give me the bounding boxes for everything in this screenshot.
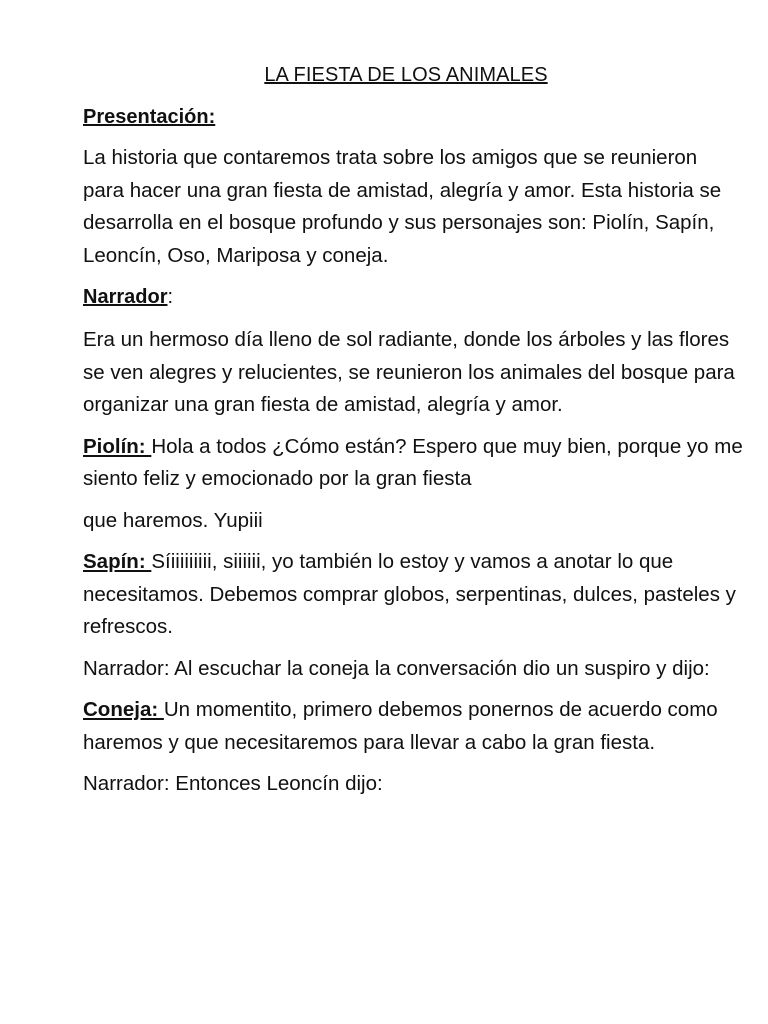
narrator-intro-paragraph: Era un hermoso día lleno de sol radiante, donde los árboles y las flores se ven alegres y relucientes, se reunieron los animales del bosque para organizar una gran fiesta de amistad, alegría y amor.	[83, 328, 735, 416]
coneja-line	[83, 694, 743, 759]
piolin-continuation: que haremos. Yupiii	[83, 508, 263, 532]
presentation-label: Presentación:	[83, 106, 216, 128]
narrator-label: Narrador	[83, 286, 168, 308]
narrator-colon: :	[167, 286, 174, 308]
piolin-line	[83, 431, 743, 496]
piolin-label: Piolín:	[83, 434, 152, 458]
piolin-text: Hola a todos ¿Cómo están? Espero que muy bien, porque yo me siento feliz y emocionado por la gran fiesta	[83, 434, 743, 490]
coneja-text: Un momentito, primero debemos ponernos de acuerdo como haremos y que necesitaremos para llevar a cabo la gran fiesta.	[83, 698, 718, 754]
sapin-line	[83, 546, 743, 644]
sapin-text: Síiiiiiiiii, siiiiii, yo también lo estoy y vamos a anotar lo que necesitamos. Debemos comprar globos, serpentinas, dulces, pasteles y refrescos.	[83, 550, 736, 638]
presentation-paragraph: La historia que contaremos trata sobre los amigos que se reunieron para hacer una gran fiesta de amistad, alegría y amor. Esta historia se desarrolla en el bosque profundo y sus personajes son: Piolín, Sapín, Leoncín, Oso, Mariposa y coneja.	[83, 146, 722, 267]
coneja-label: Coneja:	[83, 698, 164, 721]
narrator-heading	[83, 282, 743, 312]
narrator-line-2: Narrador: Al escuchar la coneja la conversación dio un suspiro y dijo:	[83, 656, 710, 680]
sapin-label: Sapín:	[83, 550, 152, 573]
document-title: LA FIESTA DE LOS ANIMALES	[264, 64, 548, 86]
presentation-heading	[83, 102, 743, 132]
document-body	[83, 102, 743, 801]
narrator-line-3: Narrador: Entonces Leoncín dijo:	[83, 772, 383, 795]
